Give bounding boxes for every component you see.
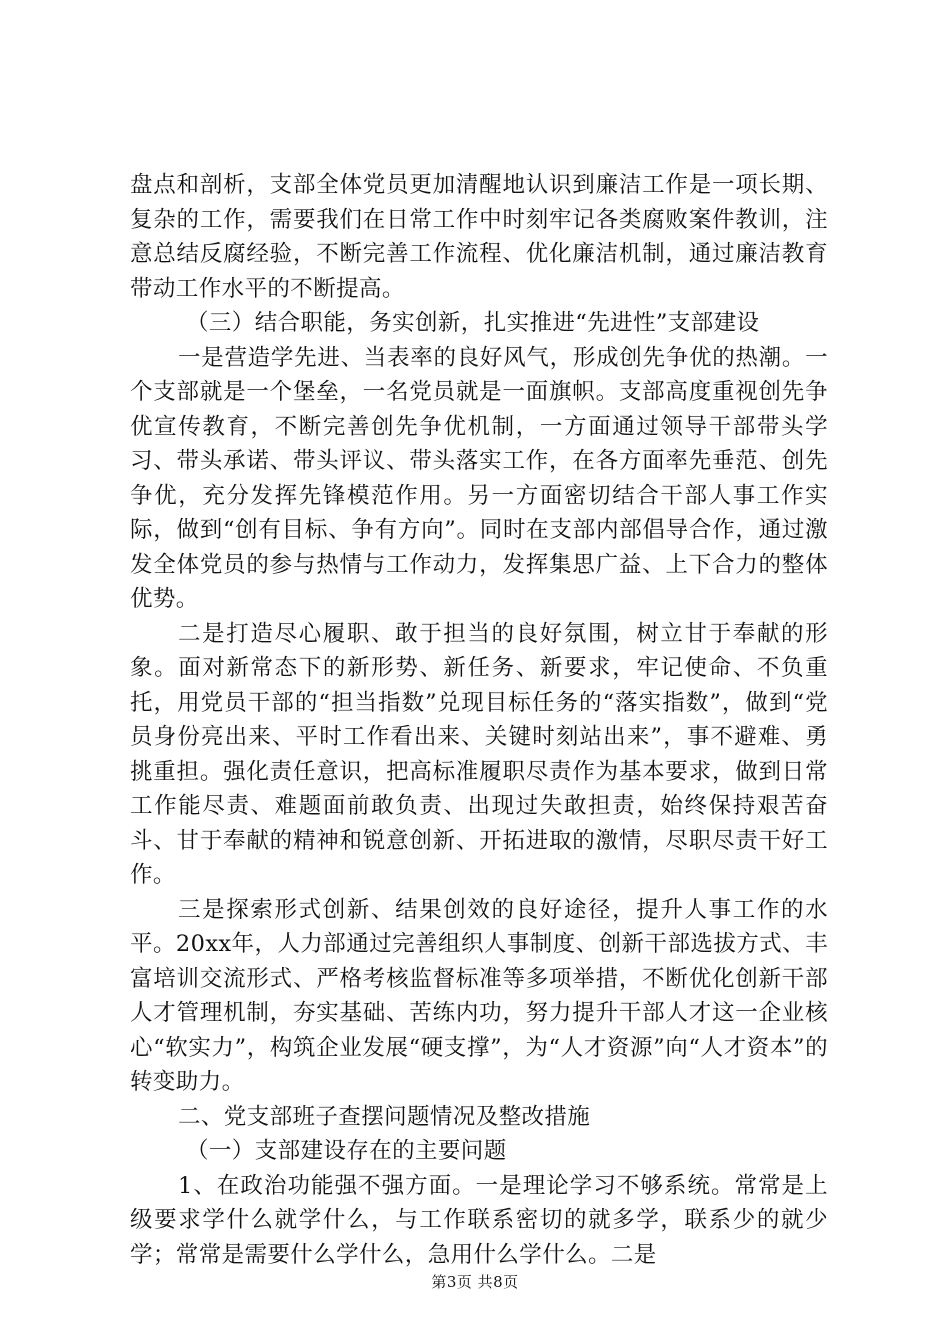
- paragraph-continuation: 盘点和剖析，支部全体党员更加清醒地认识到廉洁工作是一项长期、复杂的工作，需要我们在日常工作中时刻牢记各类腐败案件教训，注意总结反腐经验，不断完善工作流程、优化廉洁机制，通过廉洁教育带动工作水平的不断提高。: [130, 172, 828, 302]
- page-number-footer: 第3页 共8页: [431, 1273, 519, 1291]
- subsection-heading-1: （一）支部建设存在的主要问题: [186, 1138, 507, 1164]
- paragraph-item-2: 二是打造尽心履职、敢于担当的良好氛围，树立甘于奉献的形象。面对新常态下的新形势、新任务、新要求，牢记使命、不负重托，用党员干部的“担当指数”兑现目标任务的“落实指数”，做到“党员身份亮出来、平时工作看出来、关键时刻站出来”，事不避难、勇挑重担。强化责任意识，把高标准履职尽责作为基本要求，做到日常工作能尽责、难题面前敢负责、出现过失敢担责，始终保持艰苦奋斗、甘于奉献的精神和锐意创新、开拓进取的激情，尽职尽责干好工作。: [130, 620, 828, 888]
- paragraph-problem-1: 1、在政治功能强不强方面。一是理论学习不够系统。常常是上级要求学什么就学什么，与工作联系密切的就多学，联系少的就少学；常常是需要什么学什么，急用什么学什么。二是: [130, 1172, 828, 1268]
- section-heading-2: 二、党支部班子查摆问题情况及整改措施: [178, 1103, 591, 1130]
- section-heading-3: （三）结合职能，务实创新，扎实推进“先进性”支部建设: [186, 310, 760, 336]
- paragraph-item-3: 三是探索形式创新、结果创效的良好途径，提升人事工作的水平。20xx年，人力部通过完善组织人事制度、创新干部选拔方式、丰富培训交流形式、严格考核监督标准等多项举措，不断优化创新干部人才管理机制，夯实基础、苦练内功，努力提升干部人才这一企业核心“软实力”，构筑企业发展“硬支撑”，为“人才资源”向“人才资本”的转变助力。: [130, 896, 828, 1095]
- paragraph-item-1: 一是营造学先进、当表率的良好风气，形成创先争优的热潮。一个支部就是一个堡垒，一名党员就是一面旗帜。支部高度重视创先争优宣传教育，不断完善创先争优机制，一方面通过领导干部带头学习、带头承诺、带头评议、带头落实工作，在各方面率先垂范、创先争优，充分发挥先锋模范作用。另一方面密切结合干部人事工作实际，做到“创有目标、争有方向”。同时在支部内部倡导合作，通过激发全体党员的参与热情与工作动力，发挥集思广益、上下合力的整体优势。: [130, 344, 828, 612]
- document-body: [130, 168, 828, 1272]
